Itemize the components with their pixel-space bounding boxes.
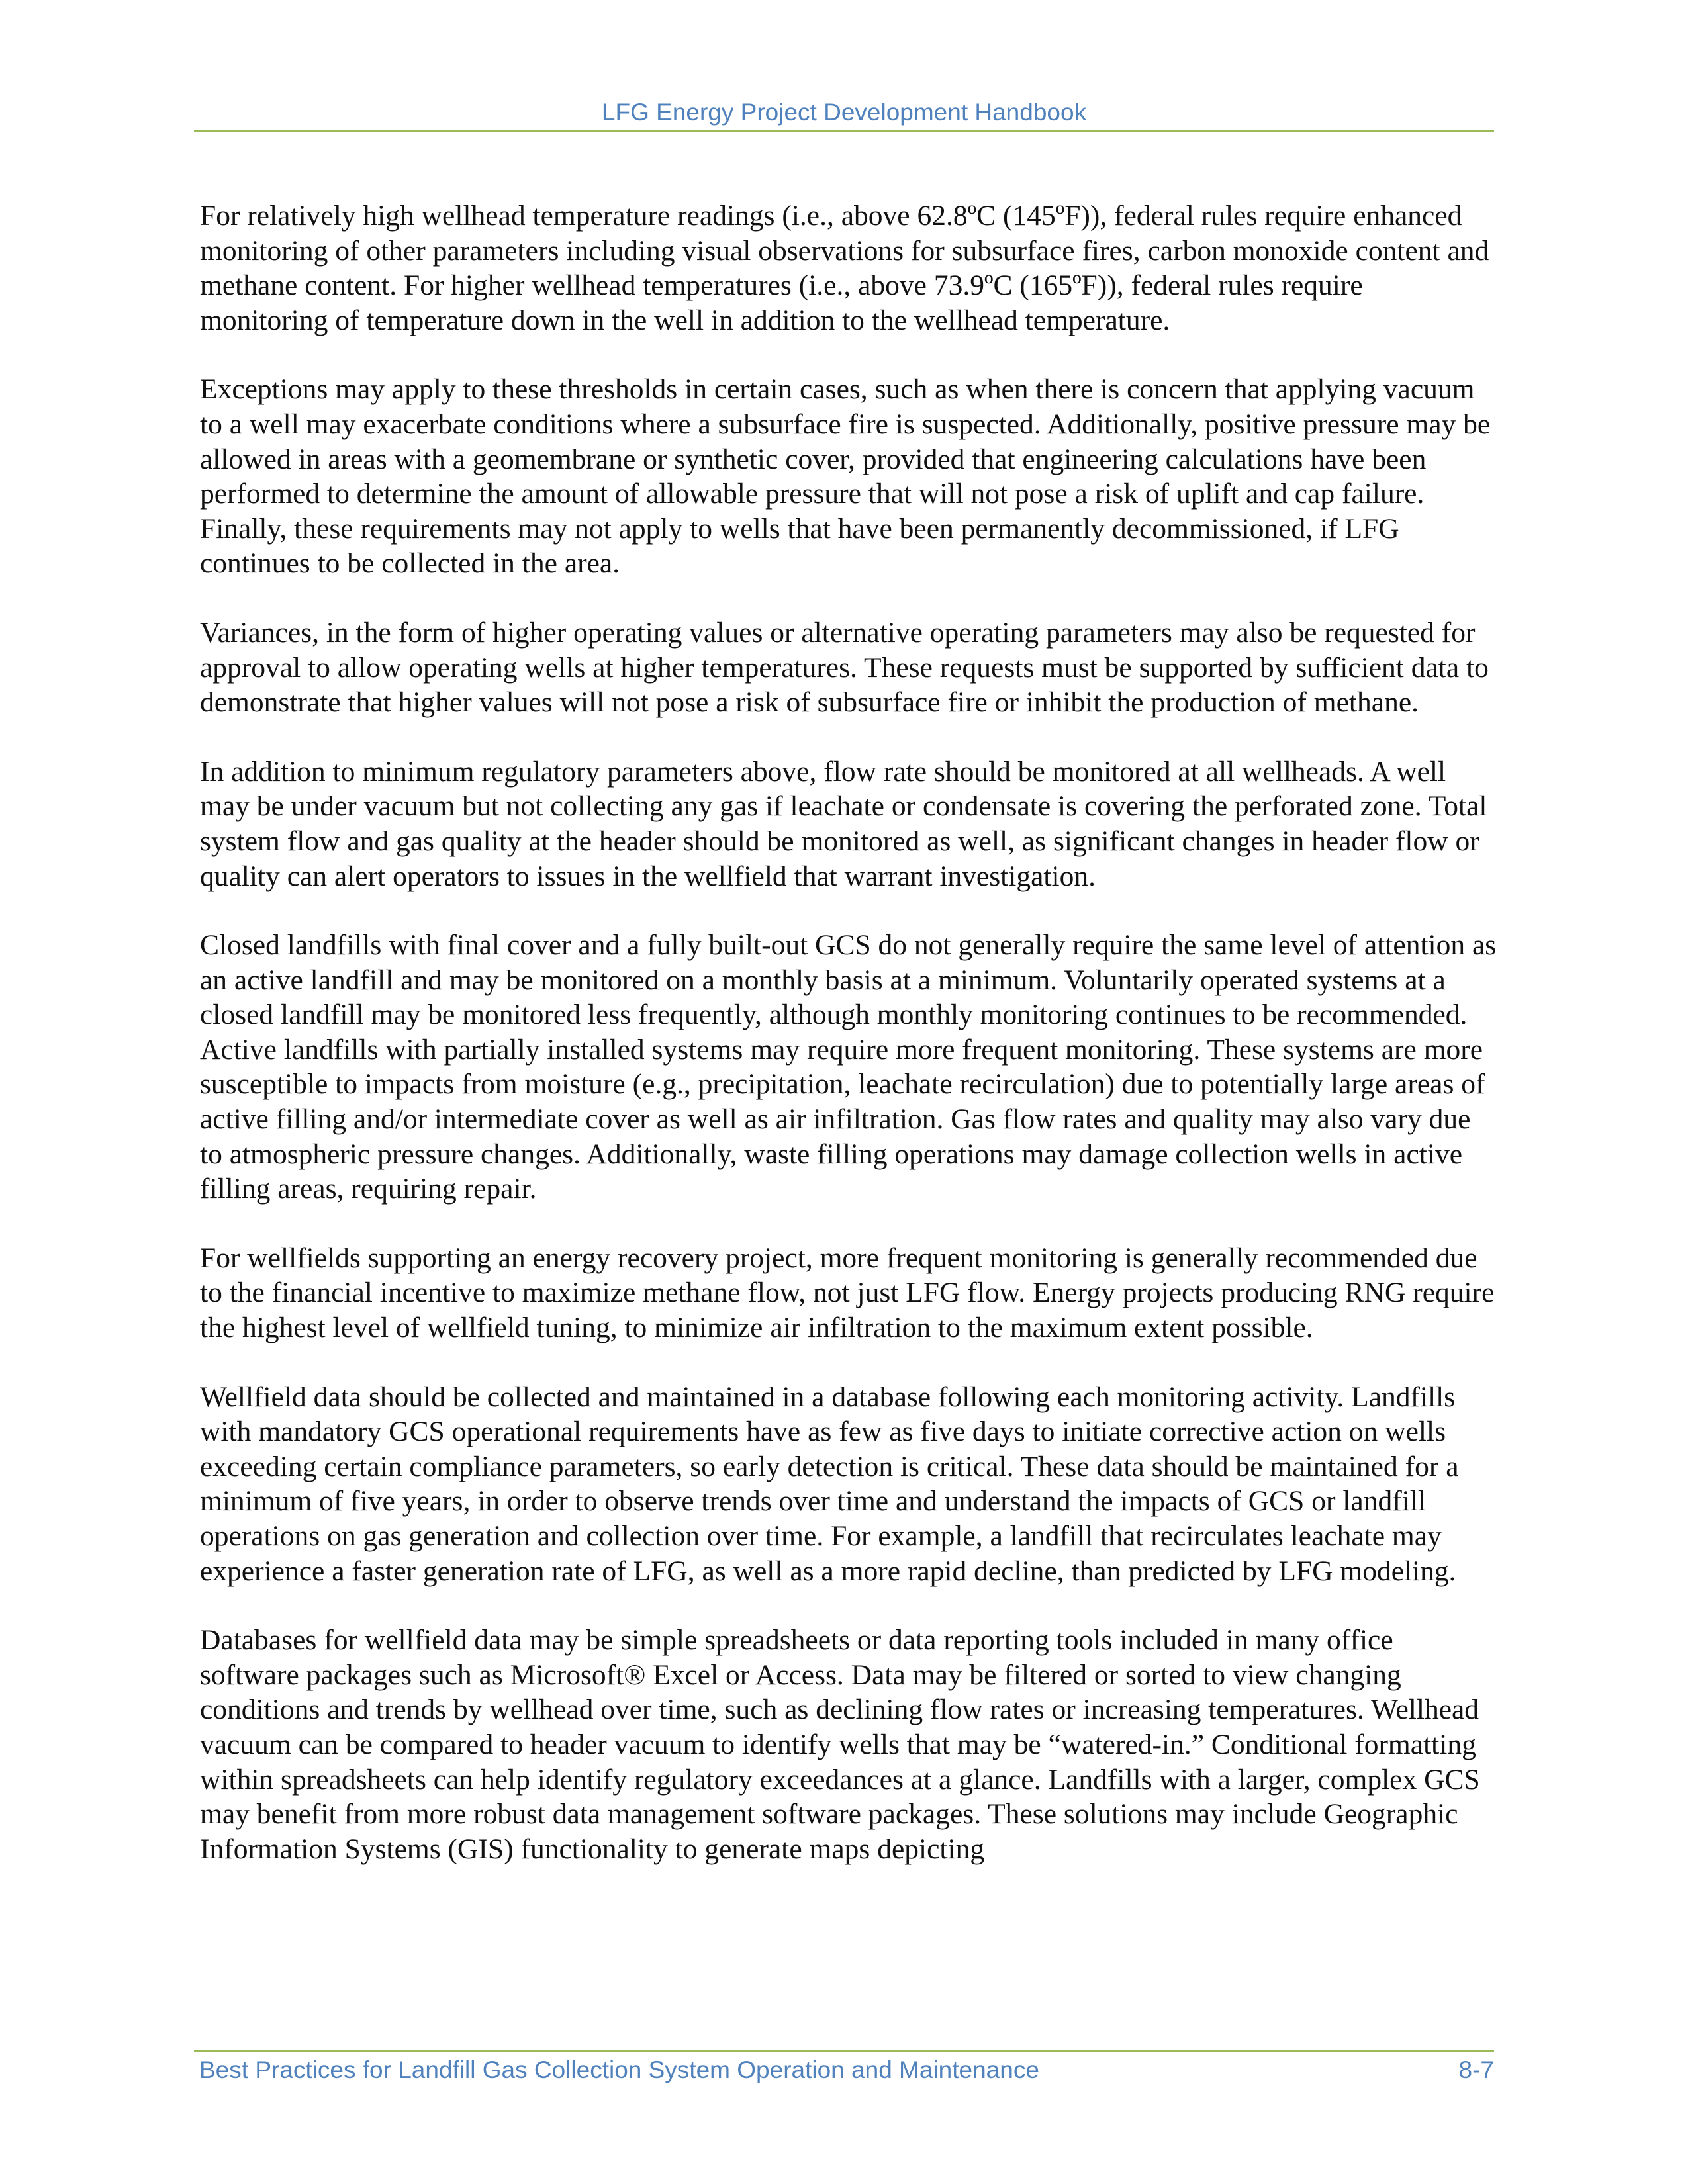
paragraph: For relatively high wellhead temperature readings (i.e., above 62.8ºC (145ºF)), federal rules require enhanced monitoring of other parameters including visual observations for subsurface fires, carbon monoxide content and methane content. For higher wellhead temperatures (i.e., above 73.9ºC (165ºF)), federal rules require monitoring of temperature down in the well in addition to the wellhead temperature. (200, 200, 1489, 336)
body-text (200, 199, 1497, 1866)
paragraph: Wellfield data should be collected and maintained in a database following each monitoring activity. Landfills with mandatory GCS operational requirements have as few as five days to initiate corrective action on wells exceeding certain compliance parameters, so early detection is critical. These data should be maintained for a minimum of five years, in order to observe trends over time and understand the impacts of GCS or landfill operations on gas generation and collection over time. For example, a landfill that recirculates leachate may experience a faster generation rate of LFG, as well as a more rapid decline, than predicted by LFG modeling. (200, 1381, 1459, 1587)
paragraph: In addition to minimum regulatory parameters above, flow rate should be monitored at all wellheads. A well may be under vacuum but not collecting any gas if leachate or condensate is covering the perforated zone. Total system flow and gas quality at the header should be monitored as well, as significant changes in header flow or quality can alert operators to issues in the wellfield that warrant investigation. (200, 755, 1487, 892)
paragraph: Databases for wellfield data may be simple spreadsheets or data reporting tools included in many office software packages such as Microsoft® Excel or Access. Data may be filtered or sorted to view changing conditions and trends by wellhead over time, such as declining flow rates or increasing temperatures. Wellhead vacuum can be compared to header vacuum to identify wells that may be “watered-in.” Conditional formatting within spreadsheets can help identify regulatory exceedances at a glance. Landfills with a larger, complex GCS may benefit from more robust data management software packages. These solutions may include Geographic Information Systems (GIS) functionality to generate maps depicting (200, 1624, 1480, 1865)
footer-rule (194, 2050, 1494, 2052)
paragraph: Closed landfills with final cover and a fully built-out GCS do not generally require the same level of attention as an active landfill and may be monitored on a monthly basis at a minimum. Voluntarily operated systems at a closed landfill may be monitored less frequently, although monthly monitoring continues to be recommended. Active landfills with partially installed systems may require more frequent monitoring. These systems are more susceptible to impacts from moisture (e.g., precipitation, leachate recirculation) due to potentially large areas of active filling and/or intermediate cover as well as air infiltration. Gas flow rates and quality may also vary due to atmospheric pressure changes. Additionally, waste filling operations may damage collection wells in active filling areas, requiring repair. (200, 929, 1497, 1205)
footer-title: Best Practices for Landfill Gas Collection System Operation and Maintenance (199, 2056, 1039, 2083)
paragraph: For wellfields supporting an energy recovery project, more frequent monitoring is generally recommended due to the financial incentive to maximize methane flow, not just LFG flow. Energy projects producing RNG require the highest level of wellfield tuning, to minimize air infiltration to the maximum extent possible. (200, 1242, 1495, 1344)
page-number: 8-7 (1458, 2056, 1494, 2083)
header-rule (194, 130, 1494, 132)
running-header: LFG Energy Project Development Handbook (601, 99, 1087, 126)
paragraph: Exceptions may apply to these thresholds in certain cases, such as when there is concern that applying vacuum to a well may exacerbate conditions where a subsurface fire is suspected. Additionally, positive pressure may be allowed in areas with a geomembrane or synthetic cover, provided that engineering calculations have been performed to determine the amount of allowable pressure that will not pose a risk of uplift and cap failure. Finally, these requirements may not apply to wells that have been permanently decommissioned, if LFG continues to be collected in the area. (200, 373, 1491, 580)
paragraph: Variances, in the form of higher operating values or alternative operating parameters may also be requested for approval to allow operating wells at higher temperatures. These requests must be supported by sufficient data to demonstrate that higher values will not pose a risk of subsurface fire or inhibit the production of methane. (200, 616, 1489, 719)
